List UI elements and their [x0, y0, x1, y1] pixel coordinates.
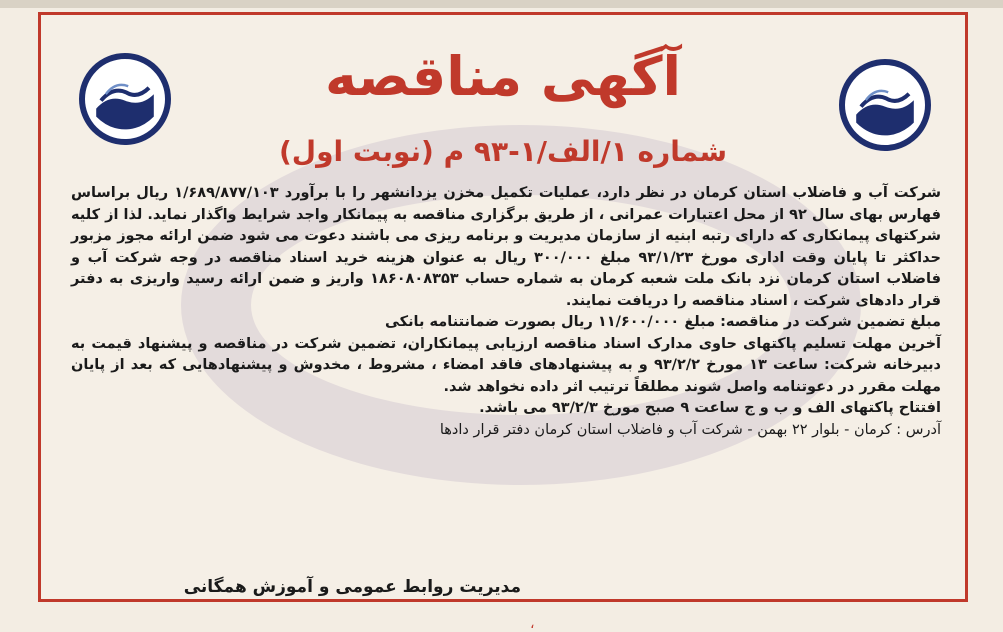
scan-top-band [0, 0, 1003, 8]
notice-body [71, 183, 941, 441]
notice-title: آگهی مناقصه [324, 45, 682, 108]
guarantee-line: مبلغ تضمین شرکت در مناقصه: مبلغ ۱۱/۶۰۰/۰۰۰ ریال بصورت ضمانتنامه بانکی [385, 314, 941, 330]
opening-line: افتتاح پاکتهای الف و ب و ج ساعت ۹ صبح مورخ ۹۳/۲/۳ می باشد. [479, 400, 941, 416]
issuer-signature: مدیریت روابط عمومی و آموزش همگانی [183, 577, 521, 597]
notice-paragraph: شرکت آب و فاضلاب استان کرمان در نظر دارد، عملیات تکمیل مخزن یزدانشهر را با برآورد ۱/۶۸۹/۸۷۷/۱۰۳ ریال براساس فهارس بهای سال ۹۲ از محل اعتبارات عمرانی ، از طریق برگزاری مناقصه به پیمانکار واجد شرایط واگذار نماید. لذا از کلیه شرکتهای پیمانکاری که دارای رتبه ابنیه از سازمان مدیریت و برنامه ریزی می باشند دعوت می شود ضمن ارائه مجوز مزبور حداکثر تا پایان وقت اداری مورخ ۹۳/۱/۲۳ مبلغ ۳۰۰/۰۰۰ ریال به عنوان هزینه خرید اسناد مناقصه در وجه شرکت آب و فاضلاب استان کرمان نزد بانک ملت شعبه کرمان به شماره حساب ۱۸۶۰۸۰۸۳۵۳ واریز و ضمن ارائه رسید واریزی به دفتر قرار دادهای شرکت ، اسناد مناقصه را دریافت نمایند. [71, 185, 941, 309]
address-line: آدرس : کرمان - بلوار ۲۲ بهمن - شرکت آب و فاضلاب استان کرمان دفتر قرار دادها [439, 421, 941, 438]
notice-number: شماره ۱/الف/۱-۹۳ م (نوبت اول) [278, 135, 728, 168]
stamp-mark: ، [530, 616, 535, 632]
notice-frame [38, 12, 968, 602]
deadline-line: آخرین مهلت تسلیم پاکتهای حاوی مدارک اسناد مناقصه ارزیابی پیمانکاران، تضمین شرکت در مناقصه و پیشنهاد قیمت به دبیرخانه شرکت: ساعت ۱۳ مورخ ۹۳/۲/۲ و به پیشنهادهای فاقد امضاء ، مشروط ، مخدوش و پیشنهادهایی که بعد از پایان مهلت مقرر در دعوتنامه واصل شوند مطلقاً ترتیب اثر داده نخواهد شد. [71, 335, 941, 395]
